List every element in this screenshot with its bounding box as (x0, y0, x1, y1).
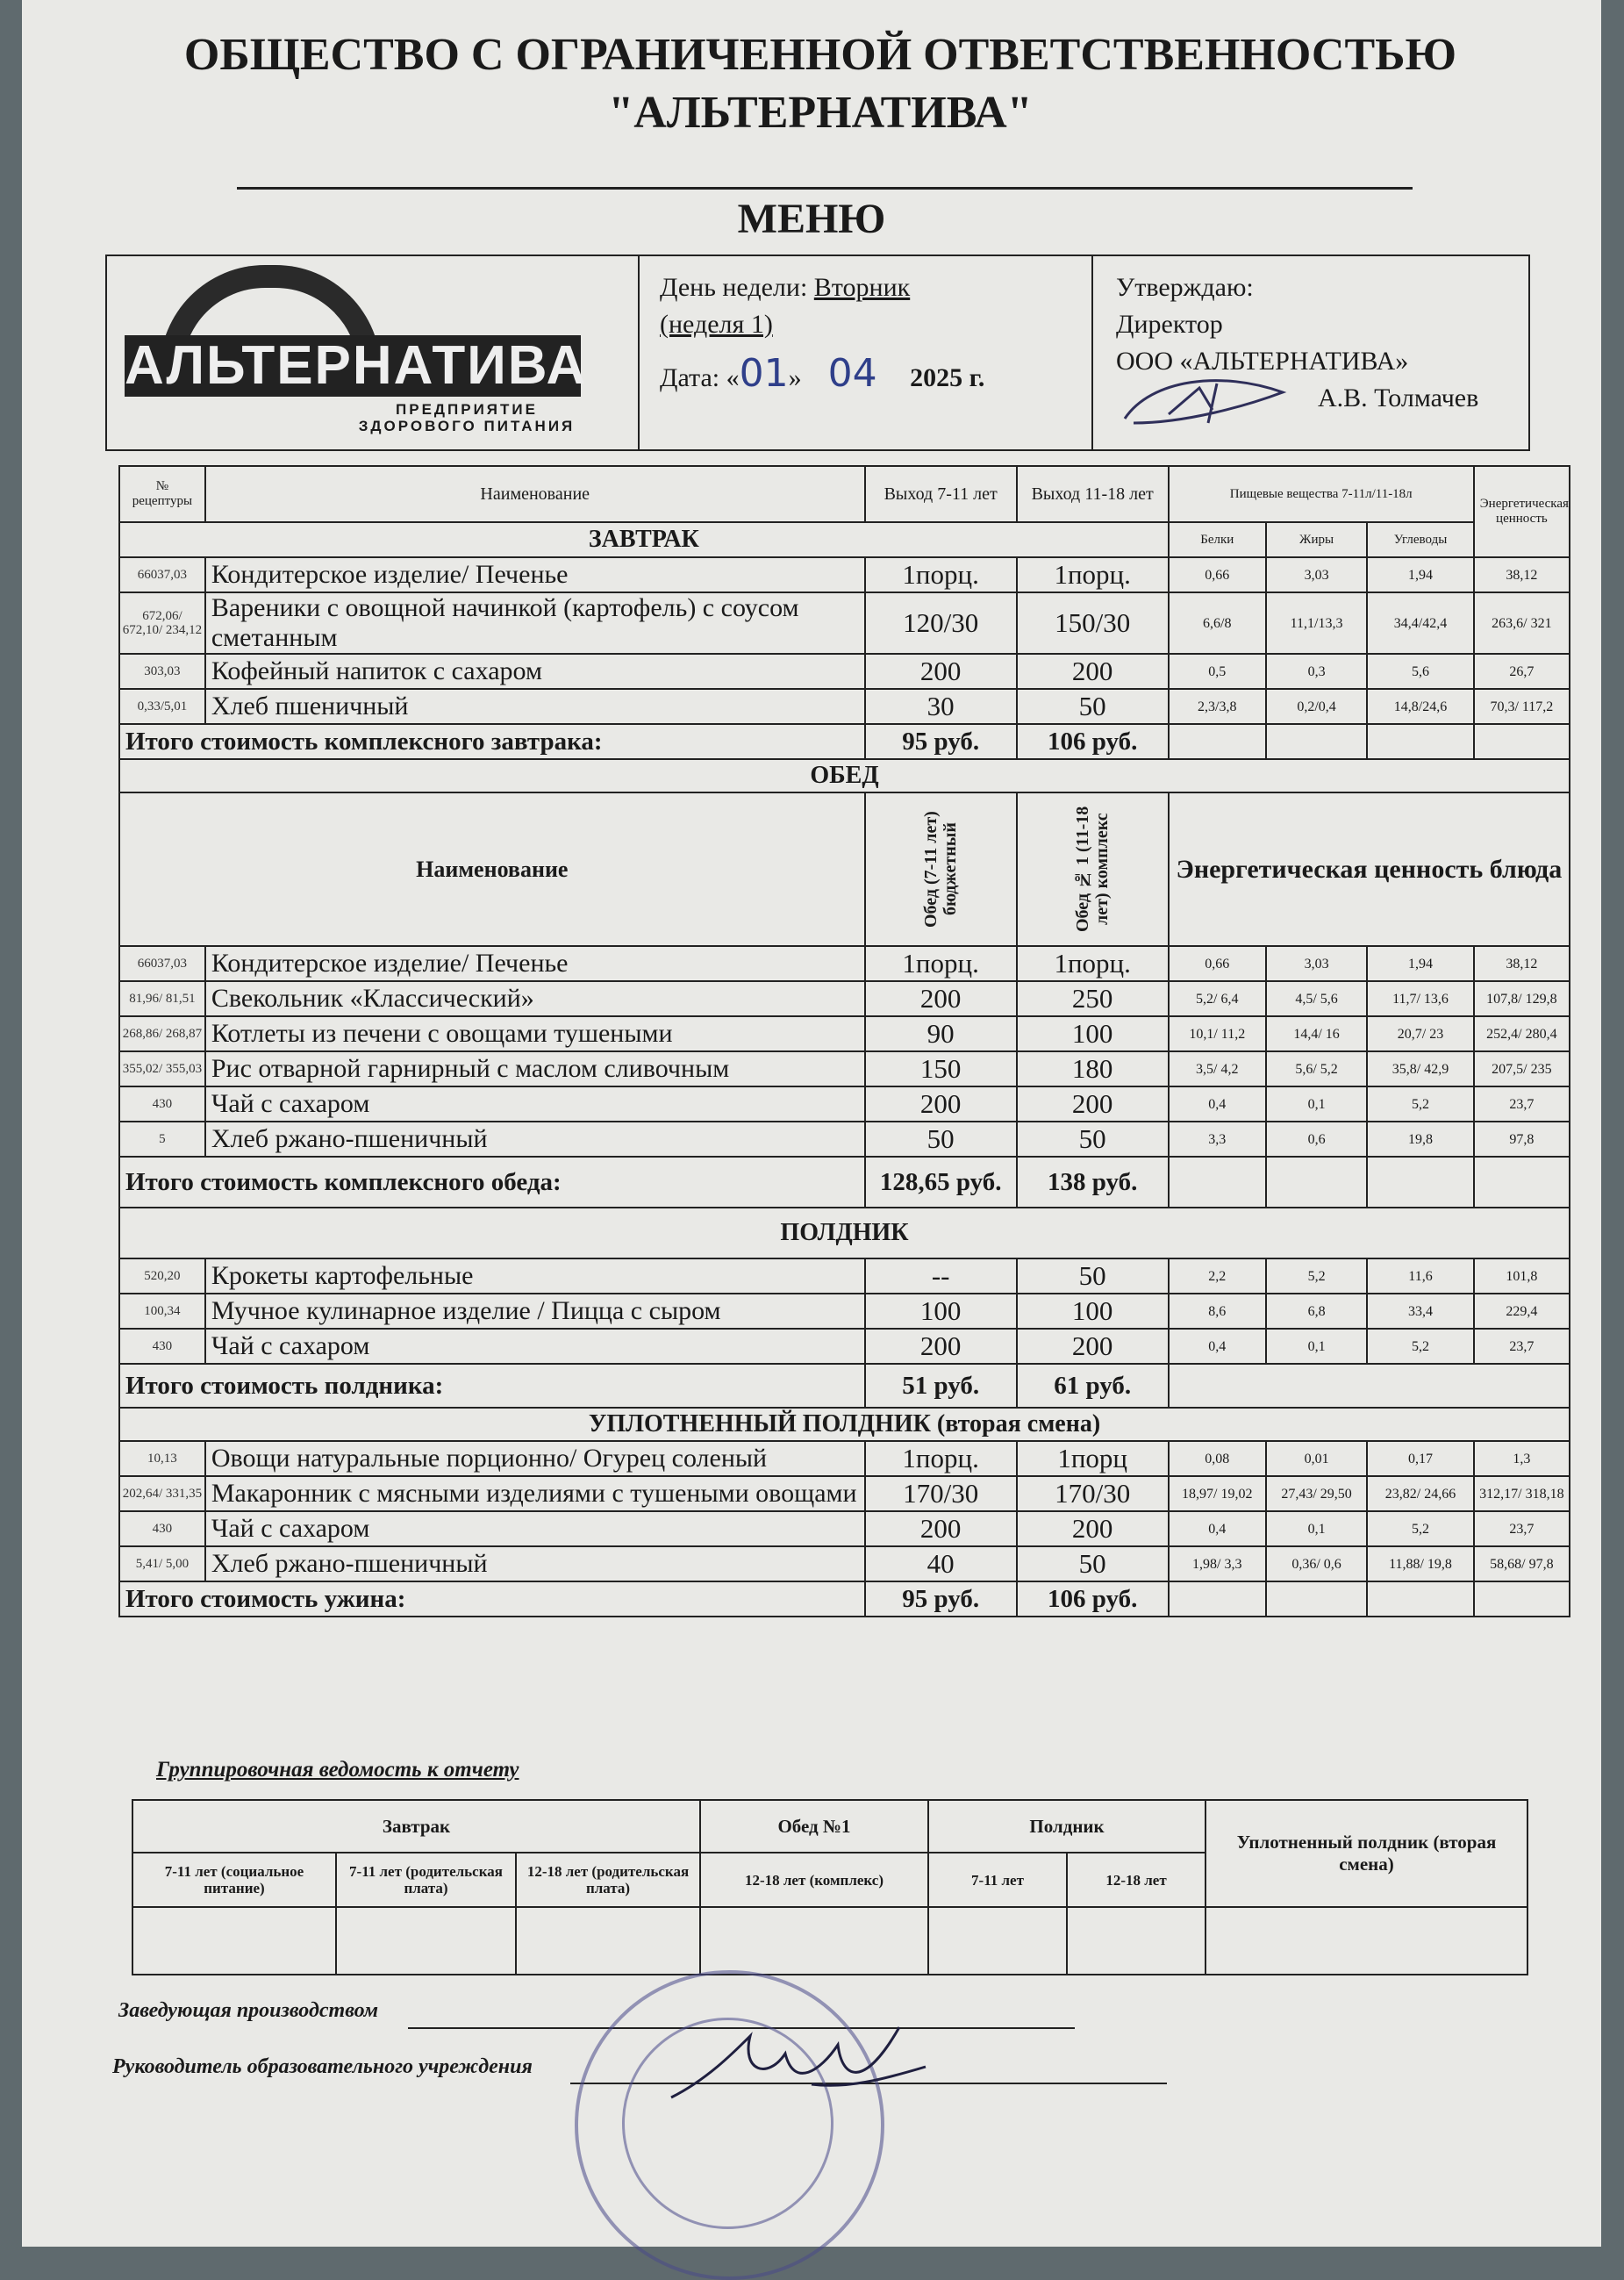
org-line-2: "АЛЬТЕРНАТИВА" (608, 88, 1033, 138)
recipe-code: 66037,03 (119, 557, 205, 592)
lunch-total-11-18: 138 руб. (1017, 1157, 1169, 1208)
fats-value: 5,2 (1266, 1258, 1367, 1294)
dish-row (119, 689, 1570, 724)
grouping-dense-snack: Уплотненный полдник (вторая смена) (1205, 1800, 1527, 1907)
energy-value: 312,17/ 318,18 (1474, 1476, 1570, 1511)
portion-7-11: 200 (865, 1329, 1017, 1364)
energy-value: 107,8/ 129,8 (1474, 981, 1570, 1016)
recipe-code: 303,03 (119, 654, 205, 689)
portion-7-11: -- (865, 1258, 1017, 1294)
recipe-code: 5 (119, 1122, 205, 1157)
carbs-value: 11,88/ 19,8 (1367, 1546, 1474, 1581)
dish-row (119, 1086, 1570, 1122)
proteins-value: 2,2 (1169, 1258, 1266, 1294)
portion-7-11: 50 (865, 1122, 1017, 1157)
header-box (105, 255, 1530, 451)
company-logo (125, 269, 695, 436)
grouping-s2: 12-18 лет (1067, 1853, 1205, 1907)
energy-value: 263,6/ 321 (1474, 592, 1570, 654)
organization-title (110, 26, 1531, 142)
grouping-table (132, 1799, 1528, 1975)
day-label: День недели: (660, 273, 808, 302)
grouping-b1: 7-11 лет (социальное питание) (132, 1853, 336, 1907)
energy-value: 252,4/ 280,4 (1474, 1016, 1570, 1051)
proteins-value: 0,08 (1169, 1441, 1266, 1476)
grouping-cell (1205, 1907, 1527, 1975)
carbs-value: 35,8/ 42,9 (1367, 1051, 1474, 1086)
dish-row (119, 1476, 1570, 1511)
proteins-value: 1,98/ 3,3 (1169, 1546, 1266, 1581)
proteins-value: 0,4 (1169, 1511, 1266, 1546)
grouping-snack: Полдник (928, 1800, 1205, 1853)
energy-value: 97,8 (1474, 1122, 1570, 1157)
energy-value: 70,3/ 117,2 (1474, 689, 1570, 724)
fats-value: 14,4/ 16 (1266, 1016, 1367, 1051)
dish-row (119, 557, 1570, 592)
carbs-value: 34,4/42,4 (1367, 592, 1474, 654)
dish-name: Хлеб ржано-пшеничный (205, 1122, 865, 1157)
snack-total-11-18: 61 руб. (1017, 1364, 1169, 1408)
fats-value: 0,01 (1266, 1441, 1367, 1476)
proteins-value: 3,5/ 4,2 (1169, 1051, 1266, 1086)
col-energy: Энергетическая ценность (1474, 466, 1570, 557)
date-day: 01 (739, 351, 789, 396)
section-lunch: ОБЕД (119, 759, 1570, 792)
section-dense-snack: УПЛОТНЕННЫЙ ПОЛДНИК (вторая смена) (119, 1408, 1570, 1441)
recipe-code: 672,06/ 672,10/ 234,12 (119, 592, 205, 654)
grouping-cell (132, 1907, 336, 1975)
proteins-value: 10,1/ 11,2 (1169, 1016, 1266, 1051)
carbs-value: 1,94 (1367, 557, 1474, 592)
director-signature-icon (1116, 370, 1300, 432)
proteins-value: 0,66 (1169, 557, 1266, 592)
carbs-value: 5,2 (1367, 1086, 1474, 1122)
date-month: 04 (827, 351, 877, 396)
approve-label: Утверждаю: (1116, 273, 1254, 302)
recipe-code: 430 (119, 1511, 205, 1546)
dish-name: Свекольник «Классический» (205, 981, 865, 1016)
col-nutrients: Пищевые вещества 7-11л/11-18л (1169, 466, 1474, 522)
portion-7-11: 200 (865, 1086, 1017, 1122)
portion-11-18: 50 (1017, 1258, 1169, 1294)
carbs-value: 11,6 (1367, 1258, 1474, 1294)
approver-title: Директор (1116, 310, 1223, 339)
portion-7-11: 150 (865, 1051, 1017, 1086)
proteins-value: 3,3 (1169, 1122, 1266, 1157)
portion-11-18: 1порц. (1017, 557, 1169, 592)
dense-snack-total-7-11: 95 руб. (865, 1581, 1017, 1617)
portion-7-11: 30 (865, 689, 1017, 724)
energy-value: 1,3 (1474, 1441, 1570, 1476)
approver-org: ООО «АЛЬТЕРНАТИВА» (1116, 347, 1409, 376)
production-head-label: Заведующая производством (118, 1999, 379, 2022)
dish-name: Мучное кулинарное изделие / Пицца с сыром (205, 1294, 865, 1329)
energy-value: 58,68/ 97,8 (1474, 1546, 1570, 1581)
dish-name: Котлеты из печени с овощами тушеными (205, 1016, 865, 1051)
portion-11-18: 200 (1017, 654, 1169, 689)
energy-value: 38,12 (1474, 557, 1570, 592)
grouping-cell (1067, 1907, 1205, 1975)
fats-value: 3,03 (1266, 557, 1367, 592)
recipe-code: 5,41/ 5,00 (119, 1546, 205, 1581)
portion-11-18: 1порц (1017, 1441, 1169, 1476)
proteins-value: 2,3/3,8 (1169, 689, 1266, 724)
proteins-value: 0,4 (1169, 1329, 1266, 1364)
dish-row (119, 1258, 1570, 1294)
school-stamp-icon (575, 1970, 884, 2280)
col-fats: Жиры (1266, 522, 1367, 557)
fats-value: 0,3 (1266, 654, 1367, 689)
proteins-value: 8,6 (1169, 1294, 1266, 1329)
portion-11-18: 250 (1017, 981, 1169, 1016)
menu-title: МЕНЮ (737, 196, 886, 242)
dish-name: Макаронник с мясными изделиями с тушеными овощами (205, 1476, 865, 1511)
proteins-value: 18,97/ 19,02 (1169, 1476, 1266, 1511)
breakfast-total-7-11: 95 руб. (865, 724, 1017, 759)
energy-value: 101,8 (1474, 1258, 1570, 1294)
org-line-1: ОБЩЕСТВО С ОГРАНИЧЕННОЙ ОТВЕТСТВЕННОСТЬЮ (183, 30, 1457, 80)
dish-row (119, 1051, 1570, 1086)
portion-11-18: 1порц. (1017, 946, 1169, 981)
portion-11-18: 180 (1017, 1051, 1169, 1086)
dish-name: Чай с сахаром (205, 1086, 865, 1122)
col-out-7-11: Выход 7-11 лет (865, 466, 1017, 522)
dish-row (119, 1441, 1570, 1476)
carbs-value: 5,2 (1367, 1511, 1474, 1546)
grouping-cell (700, 1907, 928, 1975)
portion-11-18: 200 (1017, 1511, 1169, 1546)
portion-11-18: 200 (1017, 1086, 1169, 1122)
proteins-value: 5,2/ 6,4 (1169, 981, 1266, 1016)
recipe-code: 0,33/5,01 (119, 689, 205, 724)
fats-value: 11,1/13,3 (1266, 592, 1367, 654)
dish-row (119, 654, 1570, 689)
dish-row (119, 1294, 1570, 1329)
portion-7-11: 1порц. (865, 946, 1017, 981)
portion-7-11: 200 (865, 1511, 1017, 1546)
snack-total-label: Итого стоимость полдника: (119, 1364, 865, 1408)
fats-value: 5,6/ 5,2 (1266, 1051, 1367, 1086)
proteins-value: 6,6/8 (1169, 592, 1266, 654)
portion-7-11: 200 (865, 981, 1017, 1016)
proteins-value: 0,5 (1169, 654, 1266, 689)
grouping-breakfast: Завтрак (132, 1800, 700, 1853)
dish-row (119, 592, 1570, 654)
energy-value: 229,4 (1474, 1294, 1570, 1329)
principal-signature-icon (654, 2018, 934, 2115)
carbs-value: 5,6 (1367, 654, 1474, 689)
snack-total-7-11: 51 руб. (865, 1364, 1017, 1408)
carbs-value: 11,7/ 13,6 (1367, 981, 1474, 1016)
dish-name: Кофейный напиток с сахаром (205, 654, 865, 689)
day-value: Вторник (813, 273, 911, 302)
grouping-title: Группировочная ведомость к отчету (156, 1758, 519, 1782)
col-out-11-18: Выход 11-18 лет (1017, 466, 1169, 522)
recipe-code: 100,34 (119, 1294, 205, 1329)
lunch-total-7-11: 128,65 руб. (865, 1157, 1017, 1208)
lunch-col-name: Наименование (119, 792, 865, 946)
dish-name: Хлеб ржано-пшеничный (205, 1546, 865, 1581)
col-name: Наименование (205, 466, 865, 522)
recipe-code: 268,86/ 268,87 (119, 1016, 205, 1051)
portion-11-18: 170/30 (1017, 1476, 1169, 1511)
portion-7-11: 120/30 (865, 592, 1017, 654)
breakfast-total-label: Итого стоимость комплексного завтрака: (119, 724, 865, 759)
portion-7-11: 1порц. (865, 1441, 1017, 1476)
carbs-value: 20,7/ 23 (1367, 1016, 1474, 1051)
col-recipe-no: № рецептуры (119, 466, 205, 522)
recipe-code: 81,96/ 81,51 (119, 981, 205, 1016)
energy-value: 23,7 (1474, 1086, 1570, 1122)
fats-value: 0,36/ 0,6 (1266, 1546, 1367, 1581)
dish-name: Вареники с овощной начинкой (картофель) с соусом сметанным (205, 592, 865, 654)
approver-name: А.В. Толмачев (1318, 384, 1479, 412)
grouping-cell (928, 1907, 1067, 1975)
portion-7-11: 200 (865, 654, 1017, 689)
fats-value: 0,1 (1266, 1511, 1367, 1546)
dish-row (119, 1016, 1570, 1051)
portion-11-18: 50 (1017, 1546, 1169, 1581)
dish-name: Хлеб пшеничный (205, 689, 865, 724)
recipe-code: 202,64/ 331,35 (119, 1476, 205, 1511)
carbs-value: 0,17 (1367, 1441, 1474, 1476)
menu-table (118, 465, 1570, 1617)
portion-7-11: 90 (865, 1016, 1017, 1051)
grouping-b3: 12-18 лет (родительская плата) (516, 1853, 700, 1907)
recipe-code: 355,02/ 355,03 (119, 1051, 205, 1086)
menu-document (22, 0, 1601, 2247)
dish-row (119, 1546, 1570, 1581)
dish-name: Чай с сахаром (205, 1511, 865, 1546)
portion-11-18: 50 (1017, 1122, 1169, 1157)
section-snack: ПОЛДНИК (119, 1208, 1570, 1258)
dish-row (119, 1122, 1570, 1157)
fats-value: 6,8 (1266, 1294, 1367, 1329)
fats-value: 0,2/0,4 (1266, 689, 1367, 724)
recipe-code: 430 (119, 1086, 205, 1122)
grouping-l1: 12-18 лет (комплекс) (700, 1853, 928, 1907)
dense-snack-total-label: Итого стоимость ужина: (119, 1581, 865, 1617)
carbs-value: 33,4 (1367, 1294, 1474, 1329)
dish-name: Крокеты картофельные (205, 1258, 865, 1294)
portion-7-11: 40 (865, 1546, 1017, 1581)
proteins-value: 0,66 (1169, 946, 1266, 981)
energy-value: 23,7 (1474, 1329, 1570, 1364)
title-rule (237, 187, 1413, 190)
carbs-value: 19,8 (1367, 1122, 1474, 1157)
grouping-b2: 7-11 лет (родительская плата) (336, 1853, 516, 1907)
recipe-code: 430 (119, 1329, 205, 1364)
logo-wordmark: АЛЬТЕРНАТИВА (125, 335, 588, 396)
dish-name: Кондитерское изделие/ Печенье (205, 557, 865, 592)
dish-row (119, 1329, 1570, 1364)
day-info: День недели: Вторник (неделя 1) Дата: «01» 04 2025 г. (660, 269, 1098, 397)
portion-7-11: 170/30 (865, 1476, 1017, 1511)
col-proteins: Белки (1169, 522, 1266, 557)
dish-name: Рис отварной гарнирный с маслом сливочным (205, 1051, 865, 1086)
col-carbs: Углеводы (1367, 522, 1474, 557)
portion-11-18: 50 (1017, 689, 1169, 724)
energy-value: 26,7 (1474, 654, 1570, 689)
lunch-total-label: Итого стоимость комплексного обеда: (119, 1157, 865, 1208)
week-label: (неделя 1) (660, 310, 773, 339)
grouping-cell (516, 1907, 700, 1975)
grouping-s1: 7-11 лет (928, 1853, 1067, 1907)
section-breakfast: ЗАВТРАК (119, 522, 1169, 557)
fats-value: 3,03 (1266, 946, 1367, 981)
portion-7-11: 100 (865, 1294, 1017, 1329)
energy-value: 207,5/ 235 (1474, 1051, 1570, 1086)
energy-value: 23,7 (1474, 1511, 1570, 1546)
carbs-value: 5,2 (1367, 1329, 1474, 1364)
dish-row (119, 981, 1570, 1016)
fats-value: 0,1 (1266, 1086, 1367, 1122)
energy-value: 38,12 (1474, 946, 1570, 981)
portion-11-18: 200 (1017, 1329, 1169, 1364)
lunch-col-energy: Энергетическая ценность блюда (1169, 792, 1570, 946)
fats-value: 0,6 (1266, 1122, 1367, 1157)
carbs-value: 14,8/24,6 (1367, 689, 1474, 724)
portion-7-11: 1порц. (865, 557, 1017, 592)
portion-11-18: 100 (1017, 1294, 1169, 1329)
breakfast-total-11-18: 106 руб. (1017, 724, 1169, 759)
recipe-code: 66037,03 (119, 946, 205, 981)
proteins-value: 0,4 (1169, 1086, 1266, 1122)
dish-name: Кондитерское изделие/ Печенье (205, 946, 865, 981)
date-year: 2025 г. (910, 363, 985, 392)
fats-value: 4,5/ 5,6 (1266, 981, 1367, 1016)
school-head-label: Руководитель образовательного учреждения (112, 2055, 533, 2078)
carbs-value: 23,82/ 24,66 (1367, 1476, 1474, 1511)
logo-subtitle: ПРЕДПРИЯТИЕ ЗДОРОВОГО ПИТАНИЯ (358, 401, 576, 434)
date-label: Дата: (660, 363, 720, 392)
dish-row (119, 946, 1570, 981)
fats-value: 27,43/ 29,50 (1266, 1476, 1367, 1511)
portion-11-18: 100 (1017, 1016, 1169, 1051)
carbs-value: 1,94 (1367, 946, 1474, 981)
dish-name: Овощи натуральные порционно/ Огурец соленый (205, 1441, 865, 1476)
lunch-col-complex: Обед № 1 (11-18 лет) комплекс (1073, 806, 1112, 933)
lunch-col-budget: Обед (7-11 лет) бюджетный (921, 811, 961, 928)
fats-value: 0,1 (1266, 1329, 1367, 1364)
dish-name: Чай с сахаром (205, 1329, 865, 1364)
dish-row (119, 1511, 1570, 1546)
recipe-code: 520,20 (119, 1258, 205, 1294)
recipe-code: 10,13 (119, 1441, 205, 1476)
grouping-lunch: Обед №1 (700, 1800, 928, 1853)
dense-snack-total-11-18: 106 руб. (1017, 1581, 1169, 1617)
portion-11-18: 150/30 (1017, 592, 1169, 654)
grouping-cell (336, 1907, 516, 1975)
